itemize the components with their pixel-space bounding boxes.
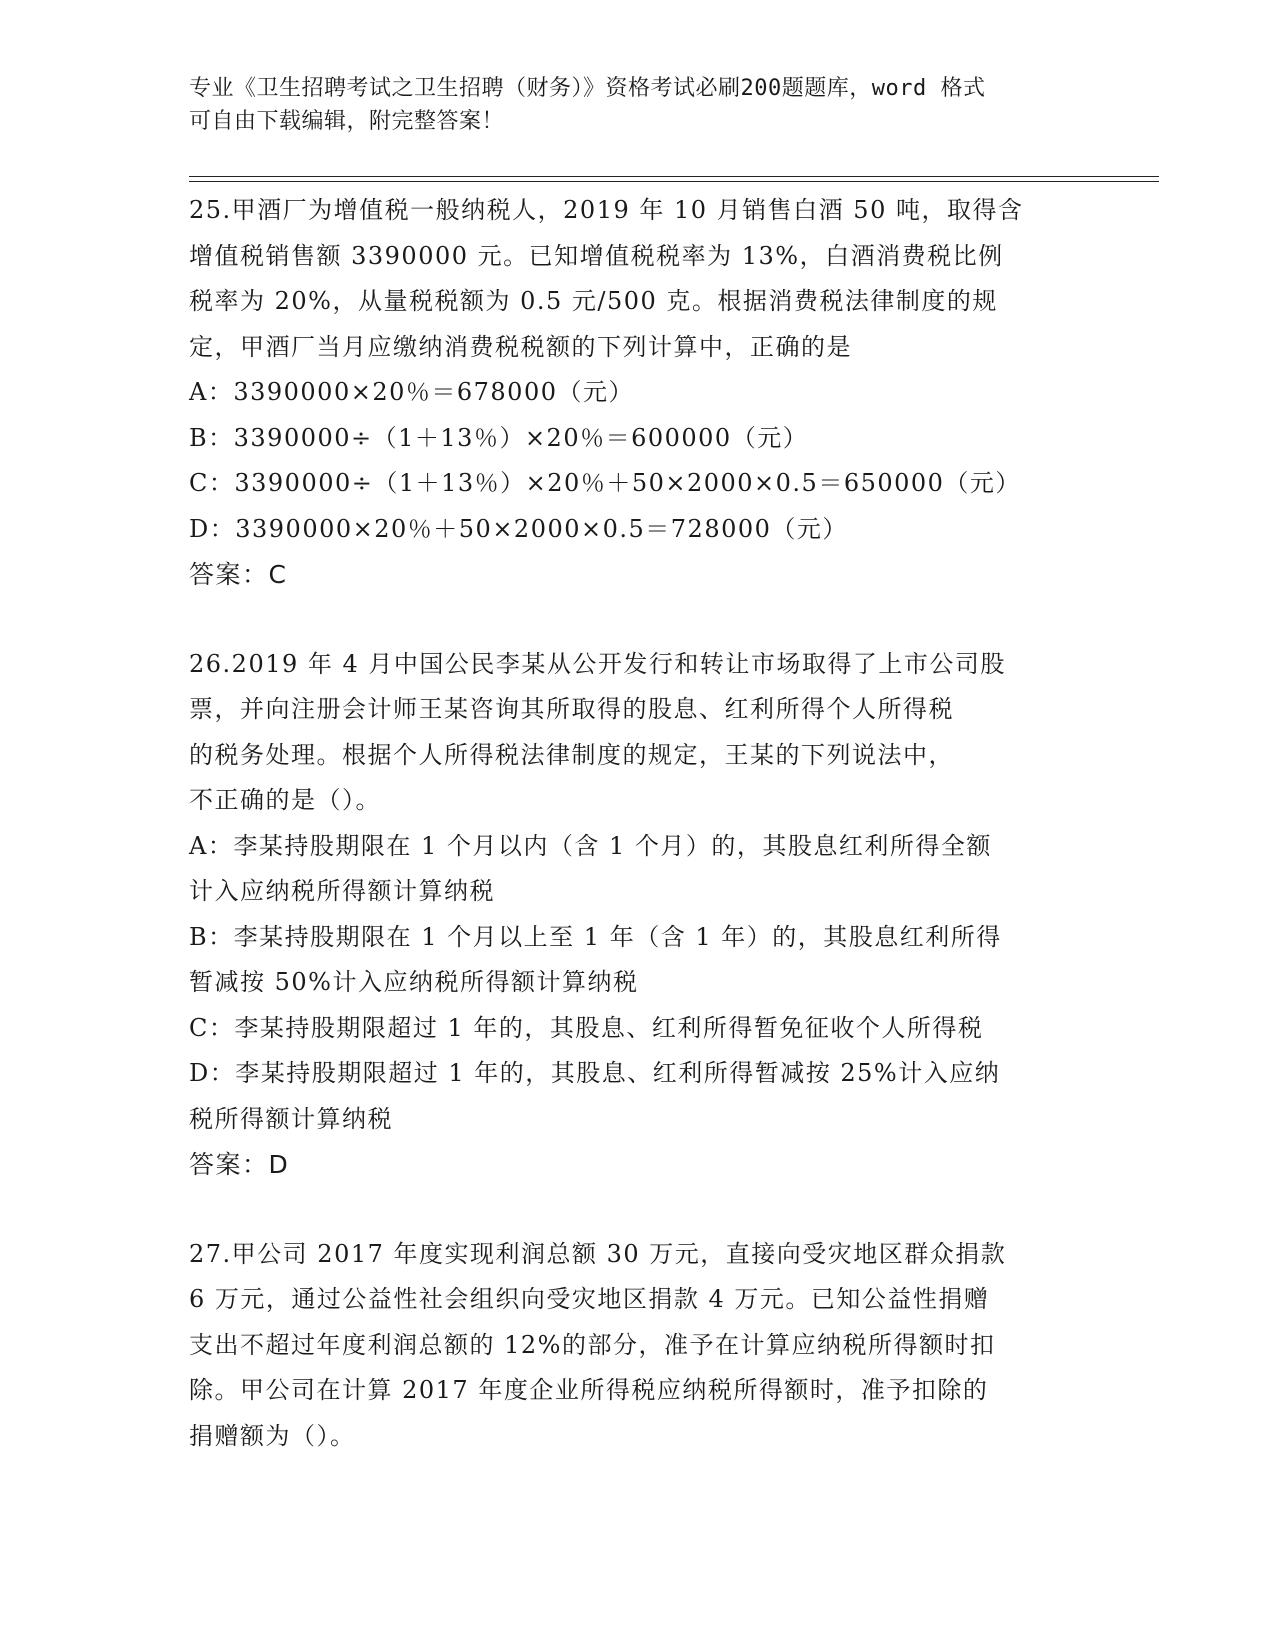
option-a: A：3390000×20％＝678000（元）	[189, 378, 634, 406]
option-c: C：李某持股期限超过 1 年的，其股息、红利所得暂免征收个人所得税	[189, 1013, 984, 1042]
header-line-2: 可自由下载编辑，附完整答案！	[189, 109, 505, 134]
option-d: D：李某持股期限超过 1 年的，其股息、红利所得暂减按 25%计入应纳	[189, 1059, 1001, 1087]
header-rule-top	[189, 176, 1159, 177]
question-stem-line: 捐赠额为（）。	[189, 1421, 356, 1450]
question-stem-line: 不正确的是（）。	[189, 786, 381, 814]
header-line-1: 专业《卫生招聘考试之卫生招聘（财务）》资格考试必刷200题题库，word 格式	[189, 76, 986, 101]
option-b-continued: 暂减按 50%计入应纳税所得额计算纳税	[189, 968, 639, 996]
question-stem-line: 6 万元，通过公益性社会组织向受灾地区捐款 4 万元。已知公益性捐赠	[189, 1285, 990, 1313]
question-stem-line: 的税务处理。根据个人所得税法律制度的规定，王某的下列说法中，	[189, 740, 954, 769]
question-stem-line: 25.甲酒厂为增值税一般纳税人，2019 年 10 月销售白酒 50 吨，取得含	[189, 196, 1024, 224]
answer-label: 答案：D	[189, 1150, 290, 1179]
option-b: B：李某持股期限在 1 个月以上至 1 年（含 1 年）的，其股息红利所得	[189, 922, 1002, 951]
spacer	[189, 1188, 1089, 1232]
question-27	[189, 1232, 1089, 1460]
question-stem-line: 增值税销售额 3390000 元。已知增值税税率为 13%，白酒消费税比例	[189, 241, 1004, 270]
question-stem-line: 除。甲公司在计算 2017 年度企业所得税应纳税所得额时，准予扣除的	[189, 1376, 989, 1404]
question-25	[189, 188, 1089, 598]
spacer	[189, 598, 1089, 642]
option-a: A：李某持股期限在 1 个月以内（含 1 个月）的，其股息红利所得全额	[189, 831, 992, 860]
question-stem-line: 税率为 20%，从量税税额为 0.5 元/500 克。根据消费税法律制度的规	[189, 287, 998, 315]
question-stem-line: 27.甲公司 2017 年度实现利润总额 30 万元，直接向受灾地区群众捐款	[189, 1239, 1007, 1268]
option-b: B：3390000÷（1＋13％）×20％＝600000（元）	[189, 423, 809, 452]
option-a-continued: 计入应纳税所得额计算纳税	[189, 877, 495, 905]
question-stem-line: 支出不超过年度利润总额的 12%的部分，准予在计算应纳税所得额时扣	[189, 1330, 996, 1359]
question-stem-line: 票，并向注册会计师王某咨询其所取得的股息、红利所得个人所得税	[189, 695, 954, 723]
answer-label: 答案：C	[189, 560, 288, 589]
questions-body	[189, 188, 1089, 1459]
header-rule-bottom	[189, 181, 1159, 182]
question-stem-line: 26.2019 年 4 月中国公民李某从公开发行和转让市场取得了上市公司股	[189, 649, 1006, 678]
option-d: D：3390000×20％＋50×2000×0.5＝728000（元）	[189, 514, 848, 543]
option-c: C：3390000÷（1＋13％）×20％＋50×2000×0.5＝650000（元）	[189, 469, 1021, 497]
document-header	[189, 72, 1089, 138]
question-stem-line: 定，甲酒厂当月应缴纳消费税税额的下列计算中，正确的是	[189, 332, 852, 361]
question-26	[189, 642, 1089, 1188]
option-d-continued: 税所得额计算纳税	[189, 1104, 393, 1133]
